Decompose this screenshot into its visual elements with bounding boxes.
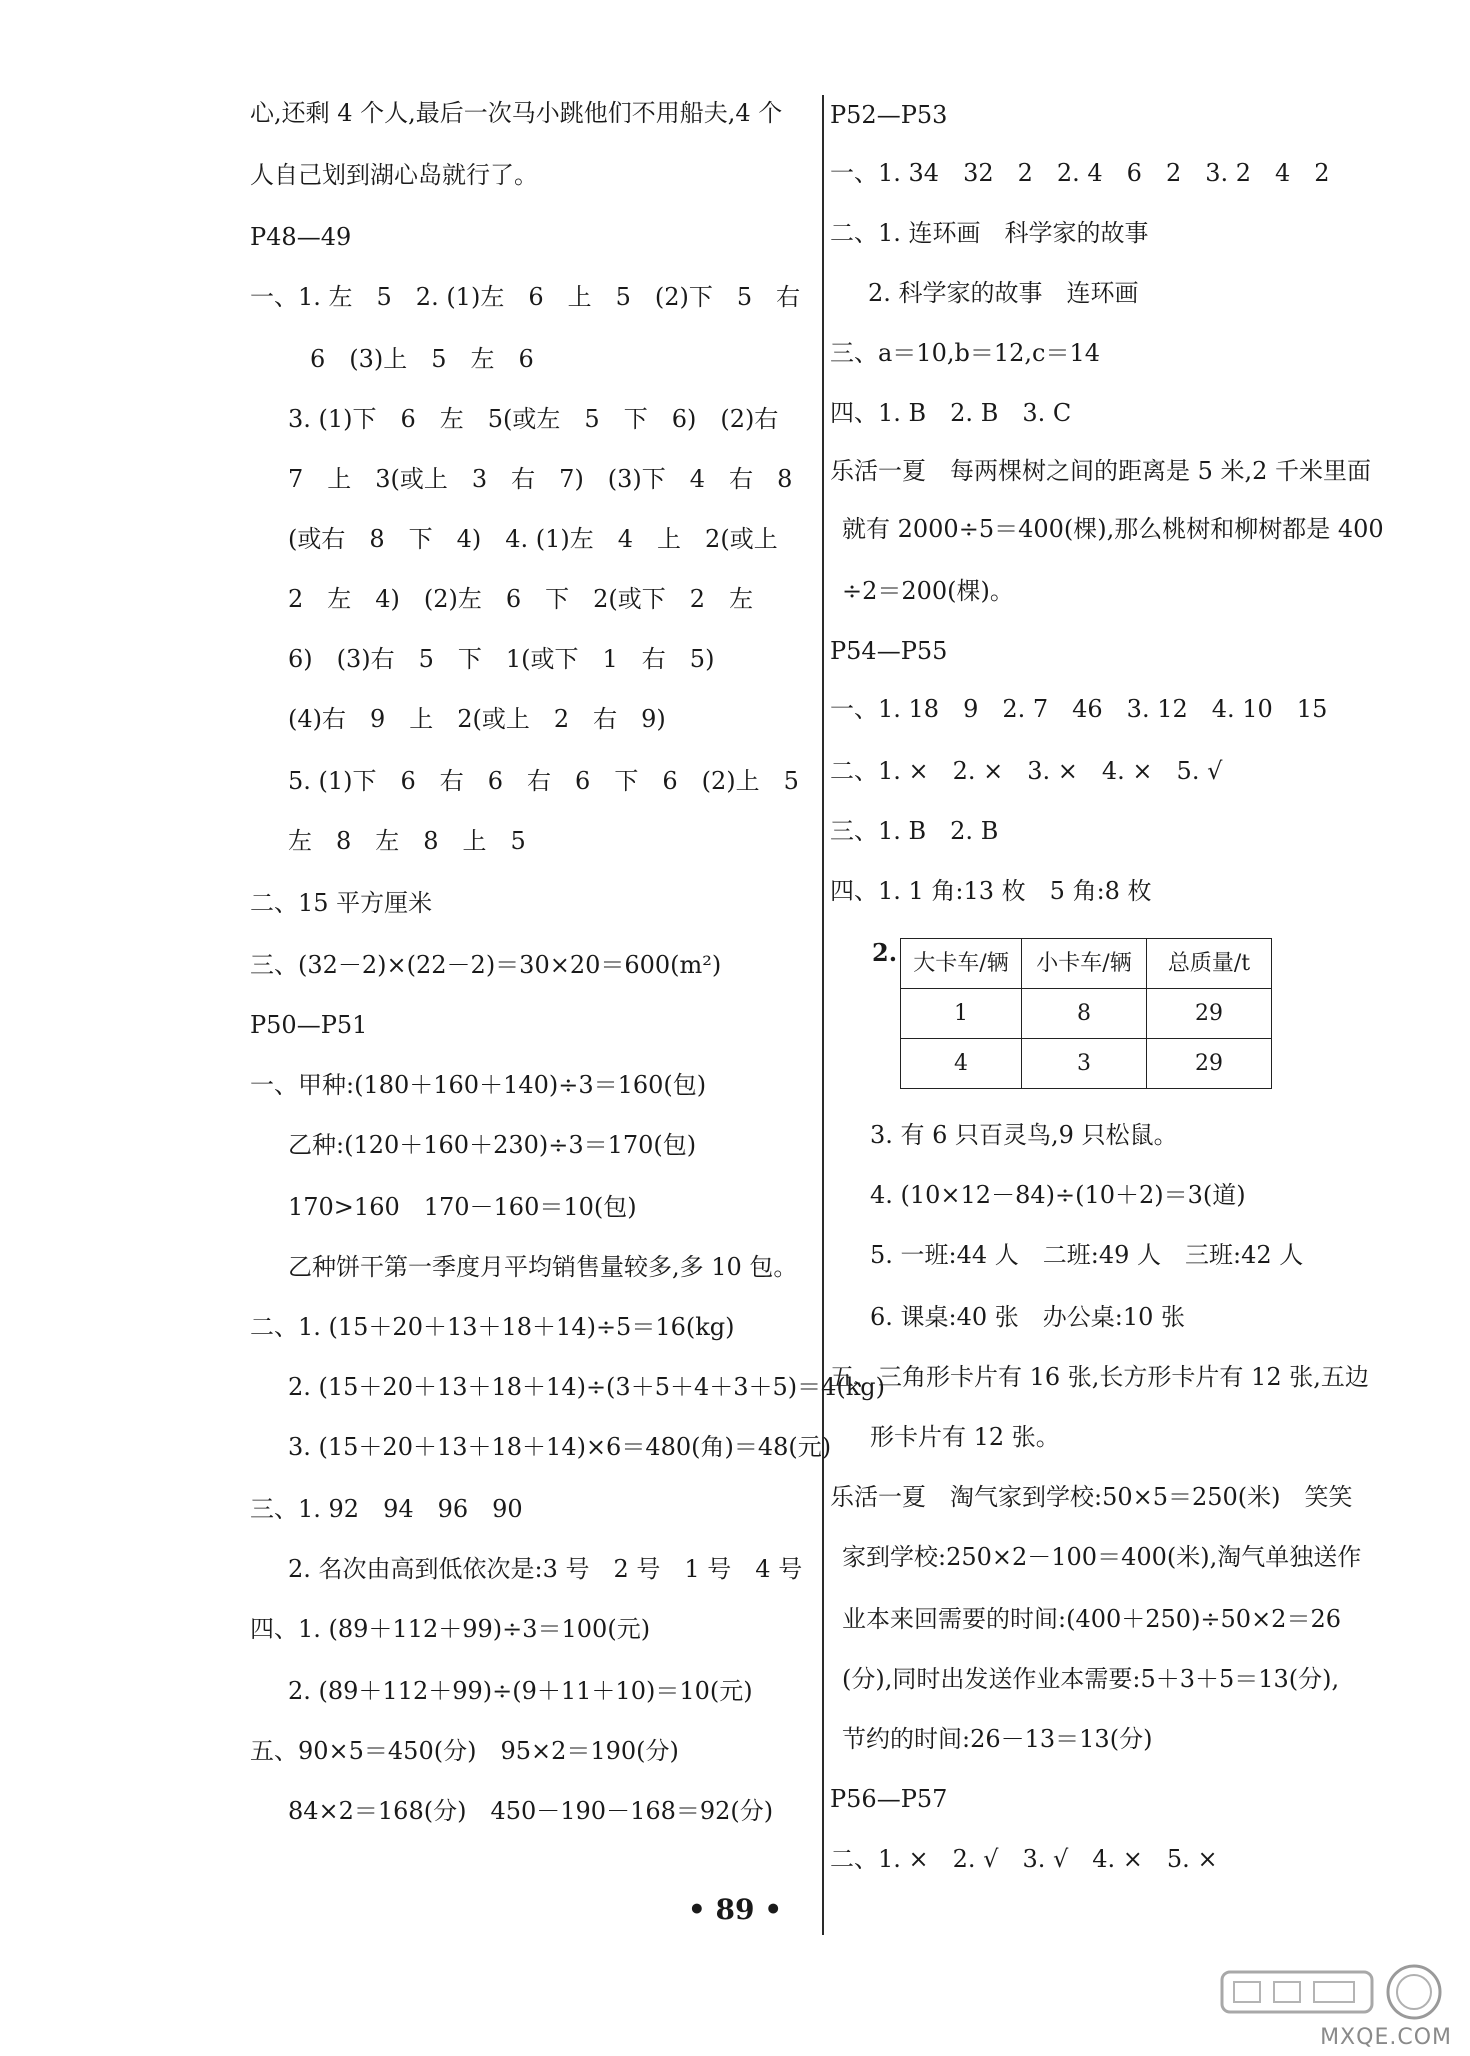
- section-heading: P48—49: [250, 223, 352, 251]
- text-line: 乙种饼干第一季度月平均销售量较多,多 10 包。: [288, 1253, 798, 1281]
- text-line: 二、1. × 2. √ 3. √ 4. × 5. ×: [830, 1845, 1218, 1873]
- text-line: 乐活一夏 每两棵树之间的距离是 5 米,2 千米里面: [830, 457, 1372, 485]
- text-line: 四、1. 1 角:13 枚 5 角:8 枚: [830, 877, 1152, 905]
- text-line: 84×2＝168(分) 450－190－168＝92(分): [288, 1797, 774, 1825]
- table-header-row: [901, 939, 1272, 989]
- section-heading: P54—P55: [830, 637, 948, 665]
- text-line: 3. (1)下 6 左 5(或左 5 下 6) (2)右: [288, 405, 779, 433]
- text-line: 乙种:(120＋160＋230)÷3＝170(包): [288, 1131, 697, 1159]
- table-cell: 29: [1147, 989, 1272, 1039]
- text-line: 2. 名次由高到低依次是:3 号 2 号 1 号 4 号: [288, 1555, 803, 1583]
- watermark-text: MXQE.COM: [1320, 2025, 1452, 2050]
- column-divider: [822, 95, 824, 1935]
- page-number: • 89 •: [687, 1893, 783, 1926]
- text-line: 三、(32－2)×(22－2)＝30×20＝600(m²): [250, 951, 722, 979]
- text-line: (4)右 9 上 2(或上 2 右 9): [288, 705, 666, 733]
- text-line: 170>160 170－160＝10(包): [288, 1193, 637, 1221]
- text-line: (或右 8 下 4) 4. (1)左 4 上 2(或上: [288, 525, 778, 553]
- text-line: 2. (15＋20＋13＋18＋14)÷(3＋5＋4＋3＋5)＝4(kg): [288, 1373, 886, 1401]
- text-line: 一、甲种:(180＋160＋140)÷3＝160(包): [250, 1071, 707, 1099]
- text-line: 心,还剩 4 个人,最后一次马小跳他们不用船夫,4 个: [250, 99, 783, 127]
- text-line: 3. (15＋20＋13＋18＋14)×6＝480(角)＝48(元): [288, 1433, 832, 1461]
- text-line: 6. 课桌:40 张 办公桌:10 张: [870, 1303, 1186, 1331]
- text-line: 6 (3)上 5 左 6: [310, 345, 534, 373]
- text-line: 5. 一班:44 人 二班:49 人 三班:42 人: [870, 1241, 1304, 1269]
- text-line: 5. (1)下 6 右 6 右 6 下 6 (2)上 5: [288, 767, 799, 795]
- text-line: 左 8 左 8 上 5: [288, 827, 526, 855]
- table-cell: 1: [901, 989, 1022, 1039]
- text-line: 二、1. (15＋20＋13＋18＋14)÷5＝16(kg): [250, 1313, 735, 1341]
- text-line: 2 左 4) (2)左 6 下 2(或下 2 左: [288, 585, 754, 613]
- text-line: 6) (3)右 5 下 1(或下 1 右 5): [288, 645, 715, 673]
- text-line: 就有 2000÷5＝400(棵),那么桃树和柳树都是 400: [842, 515, 1384, 543]
- text-line: 一、1. 左 5 2. (1)左 6 上 5 (2)下 5 右: [250, 283, 801, 311]
- table-header-cell: 小卡车/辆: [1022, 939, 1147, 989]
- text-line: 五、三角形卡片有 16 张,长方形卡片有 12 张,五边: [830, 1363, 1369, 1391]
- table-cell: 8: [1022, 989, 1147, 1039]
- text-line: 家到学校:250×2－100＝400(米),淘气单独送作: [842, 1543, 1362, 1571]
- section-heading: P50—P51: [250, 1011, 368, 1039]
- text-line: 二、1. 连环画 科学家的故事: [830, 219, 1149, 247]
- text-line: 二、15 平方厘米: [250, 889, 433, 917]
- text-line: 三、1. B 2. B: [830, 817, 999, 845]
- table-label: 2.: [872, 938, 898, 967]
- answer-table: [900, 938, 1272, 1089]
- text-line: 四、1. B 2. B 3. C: [830, 399, 1072, 427]
- text-line: 一、1. 34 32 2 2. 4 6 2 3. 2 4 2: [830, 159, 1330, 187]
- table-row: [901, 1039, 1272, 1089]
- text-line: 2. 科学家的故事 连环画: [868, 279, 1139, 307]
- text-line: 人自己划到湖心岛就行了。: [250, 161, 538, 189]
- text-line: 7 上 3(或上 3 右 7) (3)下 4 右 8: [288, 465, 793, 493]
- text-line: 3. 有 6 只百灵鸟,9 只松鼠。: [870, 1121, 1178, 1149]
- text-line: 业本来回需要的时间:(400＋250)÷50×2＝26: [842, 1605, 1341, 1633]
- text-line: 乐活一夏 淘气家到学校:50×5＝250(米) 笑笑: [830, 1483, 1353, 1511]
- text-line: 二、1. × 2. × 3. × 4. × 5. √: [830, 757, 1223, 785]
- table-cell: 29: [1147, 1039, 1272, 1089]
- text-line: 五、90×5＝450(分) 95×2＝190(分): [250, 1737, 679, 1765]
- text-line: 节约的时间:26－13＝13(分): [842, 1725, 1153, 1753]
- text-line: 三、a＝10,b＝12,c＝14: [830, 339, 1100, 367]
- table-row: [901, 989, 1272, 1039]
- watermark: [1212, 1962, 1452, 2054]
- text-line: 4. (10×12－84)÷(10＋2)＝3(道): [870, 1181, 1246, 1209]
- section-heading: P52—P53: [830, 101, 948, 129]
- text-line: 一、1. 18 9 2. 7 46 3. 12 4. 10 15: [830, 695, 1328, 723]
- text-line: 三、1. 92 94 96 90: [250, 1495, 523, 1523]
- text-line: 四、1. (89＋112＋99)÷3＝100(元): [250, 1615, 651, 1643]
- table-cell: 4: [901, 1039, 1022, 1089]
- table-header-cell: 大卡车/辆: [901, 939, 1022, 989]
- table-cell: 3: [1022, 1039, 1147, 1089]
- text-line: (分),同时出发送作业本需要:5＋3＋5＝13(分),: [842, 1665, 1340, 1693]
- text-line: 形卡片有 12 张。: [870, 1423, 1060, 1451]
- section-heading: P56—P57: [830, 1785, 948, 1813]
- table-header-cell: 总质量/t: [1147, 939, 1272, 989]
- text-line: 2. (89＋112＋99)÷(9＋11＋10)＝10(元): [288, 1677, 753, 1705]
- watermark-logo-icon: [1214, 1962, 1444, 2024]
- text-line: ÷2＝200(棵)。: [842, 577, 1014, 605]
